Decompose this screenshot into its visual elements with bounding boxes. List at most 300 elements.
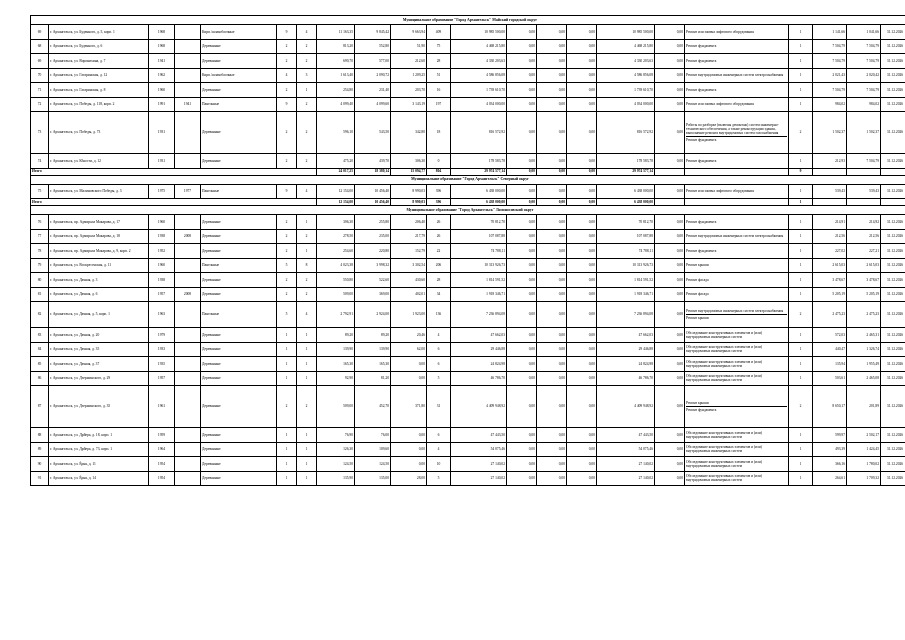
- row-number: 79: [31, 258, 49, 273]
- fund-owners-cell: 47 443,50: [597, 428, 655, 443]
- residential-area-cell: 306,30: [391, 154, 427, 169]
- total-empty: [813, 199, 847, 206]
- residents-cell: 5: [427, 471, 451, 486]
- table-row: [31, 39, 905, 54]
- address-cell: г. Архангельск, ул. Дачная, д. 20: [49, 328, 149, 343]
- cost-cell: 1 739 610,70: [451, 83, 507, 98]
- unit-cost-cell: 1 502,37: [813, 112, 847, 154]
- year-renovated-cell: [175, 112, 201, 154]
- year-built-cell: 1975: [149, 184, 175, 199]
- floors-cell: 2: [277, 386, 297, 428]
- wall-material-cell: Деревянные: [201, 442, 277, 457]
- table-row: [31, 357, 905, 372]
- table-row: [31, 25, 905, 40]
- fund-other-cell: 0,00: [655, 184, 685, 199]
- fund-owners-cell: 54 075,46: [597, 442, 655, 457]
- max-unit-cost-cell: 1 326,74: [847, 342, 881, 357]
- total-area-cell: 254,60: [317, 244, 355, 259]
- works-cell: [685, 258, 789, 273]
- wall-material-cell: Деревянные: [201, 39, 277, 54]
- section-header: [31, 175, 905, 184]
- unit-cost-cell: 493,39: [813, 442, 847, 457]
- year-renovated-cell: [175, 357, 201, 372]
- fund-other-cell: 0,00: [655, 302, 685, 328]
- fund-regional-cell: 0,00: [537, 184, 567, 199]
- premises-area-cell: 165,30: [355, 357, 391, 372]
- fund-local-cell: 0,00: [567, 184, 597, 199]
- fund-federal-cell: 0,00: [507, 428, 537, 443]
- entrances-cell: 4: [297, 184, 317, 199]
- table-row: [31, 154, 905, 169]
- cost-cell: 27 140,02: [451, 471, 507, 486]
- total-empty: [881, 199, 905, 206]
- works-cell: [685, 328, 789, 343]
- fund-regional-cell: 0,00: [537, 371, 567, 386]
- year-renovated-cell: 2008: [175, 287, 201, 302]
- work-count-cell: 1: [789, 154, 813, 169]
- total-empty: [813, 168, 847, 175]
- unit-cost-cell: 227,02: [813, 244, 847, 259]
- deadline-cell: 31.12.2026: [881, 54, 905, 69]
- work-count-cell: 1: [789, 39, 813, 54]
- work-item: Ремонт фундамента: [686, 58, 717, 63]
- section-header: [31, 16, 905, 25]
- residential-area-cell: 0,00: [391, 357, 427, 372]
- residents-cell: 16: [427, 83, 451, 98]
- year-renovated-cell: [175, 39, 201, 54]
- floors-cell: 4: [277, 68, 297, 83]
- year-built-cell: 1959: [149, 428, 175, 443]
- residents-cell: 75: [427, 39, 451, 54]
- wall-material-cell: Деревянные: [201, 428, 277, 443]
- table-row: [31, 215, 905, 230]
- cost-cell: 70 812,70: [451, 215, 507, 230]
- cost-cell: 4 330 203,63: [451, 54, 507, 69]
- unit-cost-cell: 135,94: [813, 357, 847, 372]
- floors-cell: 2: [277, 83, 297, 98]
- year-renovated-cell: [175, 54, 201, 69]
- deadline-cell: 31.12.2026: [881, 386, 905, 428]
- year-built-cell: 1991: [149, 97, 175, 112]
- address-cell: г. Архангельск, ул. Ёрня, д. 11: [49, 457, 149, 472]
- year-renovated-cell: 1977: [175, 184, 201, 199]
- fund-other-cell: 0,00: [655, 457, 685, 472]
- row-number: 69: [31, 54, 49, 69]
- work-count-cell: 2: [789, 112, 813, 154]
- cost-cell: 46 786,70: [451, 371, 507, 386]
- table-row: [31, 258, 905, 273]
- fund-other-cell: 0,00: [655, 287, 685, 302]
- works-cell: [685, 97, 789, 112]
- residential-area-cell: 342,80: [391, 112, 427, 154]
- work-count-cell: 1: [789, 287, 813, 302]
- fund-local-cell: 0,00: [567, 229, 597, 244]
- premises-area-cell: 231,40: [355, 83, 391, 98]
- residential-area-cell: 152,79: [391, 244, 427, 259]
- cost-cell: 47 662,03: [451, 328, 507, 343]
- fund-owners-cell: 1 918 346,71: [597, 287, 655, 302]
- fund-local-cell: 0,00: [567, 83, 597, 98]
- row-number: 91: [31, 471, 49, 486]
- table-row: [31, 371, 905, 386]
- residential-area-cell: 1 923,00: [391, 302, 427, 328]
- fund-federal-cell: 0,00: [507, 215, 537, 230]
- fund-federal-cell: 0,00: [507, 287, 537, 302]
- table-row: [31, 471, 905, 486]
- wall-material-cell: Деревянные: [201, 457, 277, 472]
- table-row: [31, 386, 905, 428]
- total-fund-regional: 0,00: [537, 199, 567, 206]
- entrances-cell: 1: [297, 428, 317, 443]
- fund-owners-cell: 24 824,98: [597, 357, 655, 372]
- total-area-cell: 1 613,40: [317, 68, 355, 83]
- year-built-cell: 1962: [149, 68, 175, 83]
- floors-cell: 1: [277, 471, 297, 486]
- premises-area-cell: 9 845,42: [355, 25, 391, 40]
- floors-cell: 1: [277, 457, 297, 472]
- wall-material-cell: Панельные: [201, 97, 277, 112]
- works-cell: [685, 471, 789, 486]
- premises-area-cell: 452,70: [355, 386, 391, 428]
- year-built-cell: 1968: [149, 25, 175, 40]
- floors-cell: 1: [277, 357, 297, 372]
- work-item: Обследование конструктивных элементов и (или) внутридомовых инженерных систем: [686, 445, 762, 454]
- floors-cell: 2: [277, 39, 297, 54]
- residential-area-cell: 0,00: [391, 442, 427, 457]
- max-unit-cost-cell: 1 780,02: [847, 457, 881, 472]
- work-item: Ремонт фундамента: [686, 138, 717, 143]
- deadline-cell: 31.12.2026: [881, 39, 905, 54]
- entrances-cell: 2: [297, 154, 317, 169]
- deadline-cell: 31.12.2026: [881, 457, 905, 472]
- fund-federal-cell: 0,00: [507, 302, 537, 328]
- year-renovated-cell: [175, 215, 201, 230]
- entrances-cell: 2: [297, 273, 317, 288]
- floors-cell: 9: [277, 25, 297, 40]
- premises-area-cell: 89,20: [355, 328, 391, 343]
- total-fund-local: 0,00: [567, 199, 597, 206]
- fund-regional-cell: 0,00: [537, 428, 567, 443]
- work-item: Ремонт внутридомовых инженерных систем электроснабжения: [686, 234, 784, 239]
- residents-cell: 26: [427, 215, 451, 230]
- fund-owners-cell: 816 572,92: [597, 112, 655, 154]
- year-built-cell: 1931: [149, 112, 175, 154]
- address-cell: г. Архангельск, пр. Адмирала Макарова, д. 18: [49, 229, 149, 244]
- fund-other-cell: 0,00: [655, 215, 685, 230]
- deadline-cell: 31.12.2026: [881, 97, 905, 112]
- unit-cost-cell: 8 650,17: [813, 386, 847, 428]
- row-number: 70: [31, 68, 49, 83]
- fund-local-cell: 0,00: [567, 68, 597, 83]
- premises-area-cell: 4 099,60: [355, 97, 391, 112]
- unit-cost-cell: 5 205,19: [813, 287, 847, 302]
- max-unit-cost-cell: 7 504,79: [847, 54, 881, 69]
- year-renovated-cell: [175, 154, 201, 169]
- row-number: 87: [31, 386, 49, 428]
- cost-cell: 4 409 948,92: [451, 386, 507, 428]
- fund-owners-cell: 10 313 926,73: [597, 258, 655, 273]
- total-empty: [847, 168, 881, 175]
- row-number: 90: [31, 457, 49, 472]
- fund-other-cell: 0,00: [655, 273, 685, 288]
- total-premises-sum: 18 380,14: [355, 168, 391, 175]
- fund-regional-cell: 0,00: [537, 273, 567, 288]
- year-built-cell: 1960: [149, 215, 175, 230]
- work-item: Обследование конструктивных элементов и (или) внутридомовых инженерных систем: [686, 459, 762, 468]
- fund-regional-cell: 0,00: [537, 442, 567, 457]
- work-count-cell: 2: [789, 386, 813, 428]
- premises-area-cell: 139,90: [355, 342, 391, 357]
- fund-local-cell: 0,00: [567, 54, 597, 69]
- table-row: [31, 442, 905, 457]
- work-count-cell: 1: [789, 273, 813, 288]
- year-built-cell: 1968: [149, 39, 175, 54]
- cost-cell: 4 586 856,08: [451, 68, 507, 83]
- works-cell: [685, 273, 789, 288]
- cost-cell: 107 087,88: [451, 229, 507, 244]
- fund-other-cell: 0,00: [655, 428, 685, 443]
- fund-owners-cell: 46 786,70: [597, 371, 655, 386]
- row-number: 86: [31, 371, 49, 386]
- row-number: 73: [31, 112, 49, 154]
- total-area-cell: 475,20: [317, 154, 355, 169]
- address-cell: г. Архангельск, ул. Буденного, д. 6: [49, 39, 149, 54]
- deadline-cell: 31.12.2026: [881, 342, 905, 357]
- fund-owners-cell: 70 812,70: [597, 215, 655, 230]
- fund-owners-cell: 4 586 856,08: [597, 68, 655, 83]
- work-item: Обследование конструктивных элементов и (или) внутридомовых инженерных систем: [686, 330, 762, 339]
- year-renovated-cell: 1941: [175, 97, 201, 112]
- fund-local-cell: 0,00: [567, 386, 597, 428]
- premises-area-cell: 76,00: [355, 428, 391, 443]
- wall-material-cell: Деревянные: [201, 273, 277, 288]
- residents-cell: 409: [427, 25, 451, 40]
- max-unit-cost-cell: 539,43: [847, 184, 881, 199]
- work-count-cell: 1: [789, 184, 813, 199]
- work-item: Ремонт или замена лифтового оборудования: [686, 29, 754, 34]
- row-number: 83: [31, 328, 49, 343]
- address-cell: г. Архангельск, ул. Воскресенская, д. 11: [49, 258, 149, 273]
- fund-owners-cell: 4 034 000,00: [597, 97, 655, 112]
- work-item: Ремонт фундамента: [686, 44, 717, 49]
- year-renovated-cell: [175, 273, 201, 288]
- table-row: [31, 302, 905, 328]
- unit-cost-cell: 599,97: [813, 428, 847, 443]
- wall-material-cell: Панельные: [201, 184, 277, 199]
- year-built-cell: 1957: [149, 287, 175, 302]
- total-area-cell: 2 792,91: [317, 302, 355, 328]
- total-fund-federal: 0,00: [507, 168, 537, 175]
- works-cell: [685, 442, 789, 457]
- row-number: 77: [31, 229, 49, 244]
- fund-federal-cell: 0,00: [507, 342, 537, 357]
- residential-area-cell: 3 143,19: [391, 97, 427, 112]
- wall-material-cell: Деревянные: [201, 112, 277, 154]
- total-area-cell: 278,50: [317, 229, 355, 244]
- year-renovated-cell: [175, 471, 201, 486]
- section-title: Муниципальное образование "Город Архангельск" Северный округ: [31, 175, 905, 184]
- year-renovated-cell: [175, 83, 201, 98]
- residential-area-cell: 206,40: [391, 215, 427, 230]
- residential-area-cell: 0,00: [391, 371, 427, 386]
- floors-cell: 9: [277, 184, 297, 199]
- fund-regional-cell: 0,00: [537, 25, 567, 40]
- deadline-cell: 31.12.2026: [881, 287, 905, 302]
- year-renovated-cell: [175, 258, 201, 273]
- fund-federal-cell: 0,00: [507, 244, 537, 259]
- deadline-cell: 31.12.2026: [881, 68, 905, 83]
- max-unit-cost-cell: 7 504,79: [847, 154, 881, 169]
- year-renovated-cell: [175, 457, 201, 472]
- residential-area-cell: 62,00: [391, 342, 427, 357]
- residents-cell: 4: [427, 328, 451, 343]
- fund-regional-cell: 0,00: [537, 328, 567, 343]
- deadline-cell: 31.12.2026: [881, 302, 905, 328]
- year-built-cell: 1938: [149, 273, 175, 288]
- wall-material-cell: Деревянные: [201, 386, 277, 428]
- cost-cell: 1 814 591,52: [451, 273, 507, 288]
- wall-material-cell: Деревянные: [201, 54, 277, 69]
- residential-area-cell: 371,80: [391, 386, 427, 428]
- year-built-cell: 1957: [149, 371, 175, 386]
- row-number: 75: [31, 184, 49, 199]
- work-count-cell: 1: [789, 97, 813, 112]
- deadline-cell: 31.12.2026: [881, 244, 905, 259]
- year-renovated-cell: [175, 386, 201, 428]
- works-cell: [685, 386, 789, 428]
- address-cell: г. Архангельск, ул. Дачная, д. 37: [49, 357, 149, 372]
- fund-other-cell: 0,00: [655, 328, 685, 343]
- work-item: Ремонт крыши: [686, 316, 709, 320]
- deadline-cell: 31.12.2026: [881, 471, 905, 486]
- total-area-sum: 24 017,25: [317, 168, 355, 175]
- works-cell: [685, 184, 789, 199]
- floors-cell: 2: [277, 244, 297, 259]
- wall-material-cell: Деревянные: [201, 229, 277, 244]
- entrances-cell: 1: [297, 342, 317, 357]
- residents-cell: 4: [427, 442, 451, 457]
- wall-material-cell: Деревянные: [201, 357, 277, 372]
- residential-area-cell: 0,00: [391, 457, 427, 472]
- work-item: Обследование конструктивных элементов и (или) внутридомовых инженерных систем: [686, 430, 762, 439]
- fund-local-cell: 0,00: [567, 25, 597, 40]
- fund-local-cell: 0,00: [567, 428, 597, 443]
- fund-regional-cell: 0,00: [537, 244, 567, 259]
- work-count-cell: 1: [789, 342, 813, 357]
- table-row: [31, 97, 905, 112]
- row-number: 81: [31, 287, 49, 302]
- section-title: Муниципальное образование "Город Архангельск" Майский городской округ: [31, 16, 905, 25]
- cost-cell: 178 583,78: [451, 154, 507, 169]
- work-item: Обследование конструктивных элементов и (или) внутридомовых инженерных систем: [686, 474, 762, 483]
- residents-cell: 31: [427, 386, 451, 428]
- table-row: [31, 287, 905, 302]
- fund-owners-cell: 1 814 591,52: [597, 273, 655, 288]
- fund-other-cell: 0,00: [655, 229, 685, 244]
- residential-area-cell: 9 663,94: [391, 25, 427, 40]
- wall-material-cell: Деревянные: [201, 328, 277, 343]
- work-count-cell: 1: [789, 471, 813, 486]
- fund-regional-cell: 0,00: [537, 54, 567, 69]
- fund-federal-cell: 0,00: [507, 184, 537, 199]
- fund-regional-cell: 0,00: [537, 287, 567, 302]
- works-cell: [685, 112, 789, 154]
- address-cell: г. Архангельск, ул. Дачная, д. 35: [49, 342, 149, 357]
- works-cell: [685, 244, 789, 259]
- unit-cost-cell: 212,93: [813, 154, 847, 169]
- residential-area-cell: 217,79: [391, 229, 427, 244]
- work-count-cell: 1: [789, 244, 813, 259]
- fund-local-cell: 0,00: [567, 287, 597, 302]
- address-cell: г. Архангельск, ул. Гагаринская, д. 12: [49, 68, 149, 83]
- premises-area-cell: 10 456,40: [355, 184, 391, 199]
- wall-material-cell: Деревянные: [201, 215, 277, 230]
- table-row: [31, 184, 905, 199]
- entrances-cell: 2: [297, 39, 317, 54]
- premises-area-cell: 577,00: [355, 54, 391, 69]
- premises-area-cell: 124,50: [355, 457, 391, 472]
- fund-owners-cell: 47 662,03: [597, 328, 655, 343]
- address-cell: г. Архангельск, ул. Дачная, д. 3: [49, 273, 149, 288]
- entrances-cell: 4: [297, 25, 317, 40]
- floors-cell: 2: [277, 112, 297, 154]
- work-item: Обследование конструктивных элементов и (или) внутридомовых инженерных систем: [686, 345, 762, 354]
- max-unit-cost-cell: 1 709,32: [847, 471, 881, 486]
- total-fund-federal: 0,00: [507, 199, 537, 206]
- work-item: Ремонт фундамента: [686, 408, 717, 412]
- year-built-cell: 1952: [149, 244, 175, 259]
- floors-cell: 1: [277, 328, 297, 343]
- total-empty: [655, 199, 685, 206]
- unit-cost-cell: 7 504,79: [813, 39, 847, 54]
- total-empty: [847, 199, 881, 206]
- year-renovated-cell: [175, 371, 201, 386]
- residents-cell: 34: [427, 287, 451, 302]
- premises-area-cell: 81,20: [355, 371, 391, 386]
- work-item: Ремонт или замена лифтового оборудования: [686, 189, 754, 194]
- residential-area-cell: 430,60: [391, 273, 427, 288]
- deadline-cell: 31.12.2026: [881, 25, 905, 40]
- work-count-cell: 1: [789, 215, 813, 230]
- premises-area-cell: 369,00: [355, 287, 391, 302]
- total-empty: [655, 168, 685, 175]
- residents-cell: 206: [427, 258, 451, 273]
- fund-federal-cell: 0,00: [507, 25, 537, 40]
- fund-owners-cell: 6 438 000,00: [597, 184, 655, 199]
- max-unit-cost-cell: 214,92: [847, 215, 881, 230]
- cost-cell: 4 468 215,80: [451, 39, 507, 54]
- fund-federal-cell: 0,00: [507, 97, 537, 112]
- wall-material-cell: Панельные: [201, 302, 277, 328]
- works-cell: [685, 457, 789, 472]
- entrances-cell: 2: [297, 54, 317, 69]
- work-item: Ремонт внутридомовых инженерных систем электроснабжения: [686, 308, 787, 315]
- work-item: Ремонт внутридомовых инженерных систем электроснабжения: [686, 73, 784, 78]
- fund-regional-cell: 0,00: [537, 229, 567, 244]
- max-unit-cost-cell: 2 465,08: [847, 371, 881, 386]
- fund-federal-cell: 0,00: [507, 83, 537, 98]
- premises-area-cell: 135,00: [355, 471, 391, 486]
- fund-federal-cell: 0,00: [507, 457, 537, 472]
- deadline-cell: 31.12.2026: [881, 258, 905, 273]
- section-title: Муниципальное образование "Город Архангельск" Ломоносовский округ: [31, 206, 905, 215]
- fund-local-cell: 0,00: [567, 154, 597, 169]
- unit-cost-cell: 214,91: [813, 215, 847, 230]
- floors-cell: 1: [277, 428, 297, 443]
- unit-cost-cell: 572,03: [813, 328, 847, 343]
- cost-cell: 47 443,50: [451, 428, 507, 443]
- fund-owners-cell: 4 330 203,63: [597, 54, 655, 69]
